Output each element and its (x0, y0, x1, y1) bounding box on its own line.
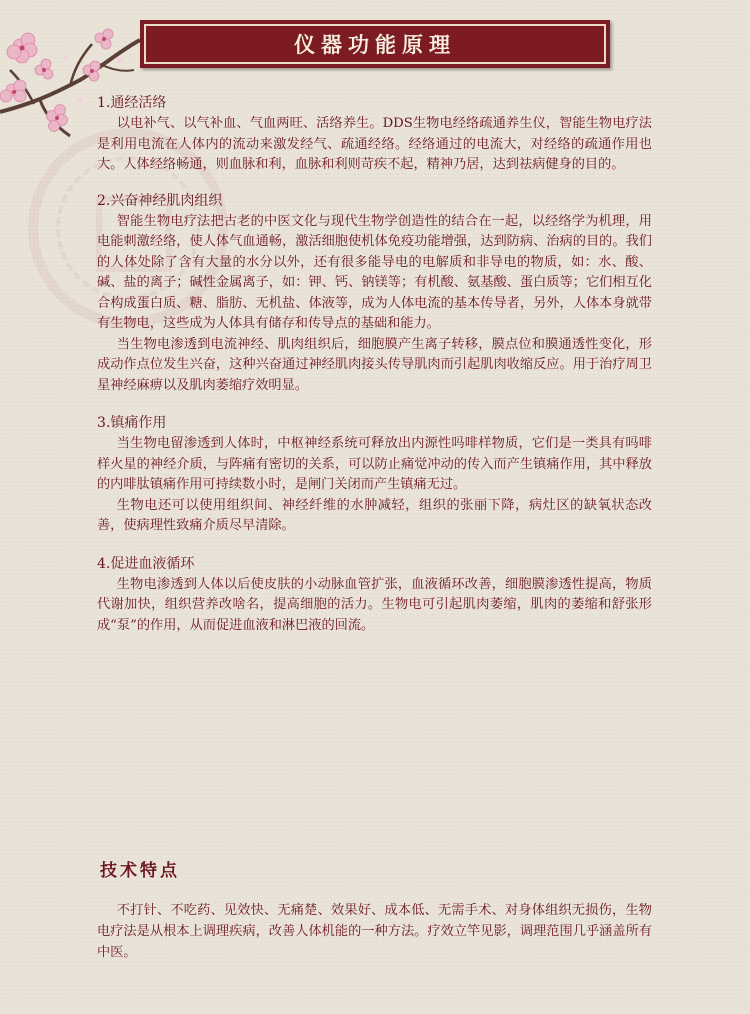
section-analgesic (97, 412, 652, 537)
tech-features-text: 不打针、不吃药、见效快、无痛楚、效果好、成本低、无需手术、对身体组织无损伤，生物电疗法是从根本上调理疾病，改善人体机能的一种方法。疗效立竿见影，调理范围几乎涵盖所有中医。 (97, 903, 652, 960)
section-paragraph: 智能生物电疗法把古老的中医文化与现代生物学创造性的结合在一起，以经络学为机理，用电能刺激经络，使人体气血通畅，激活细胞使机体免疫功能增强，达到防病、治病的目的。我们的人体处除了含有大量的水分以外，还有很多能导电的电解质和非导电的物质，如：水、酸、碱、盐的离子；碱性金属离子，如：钾、钙、钠镁等；有机酸、氨基酸、蛋白质等；它们相互化合构成蛋白质、糖、脂肪、无机盐、体液等，成为人体电流的基本传导者，另外，人体本身就带有生物电，这些成为人体具有储存和传导点的基础和能力。 (97, 213, 652, 331)
section-paragraph: 生物电还可以使用组织间、神经纤维的水肿减轻，组织的张丽下降，病灶区的缺氧状态改善，使病理性致痛介质尽早清除。 (97, 497, 652, 533)
section-title: 2.兴奋神经肌肉组织 (97, 192, 223, 209)
section-paragraph: 以电补气、以气补血、气血两旺、活络养生。DDS生物电经络疏通养生仪，智能生物电疗法是利用电流在人体内的流动来激发经气、疏通经络。经络通过的电流大，对经络的疏通作用也大。人体经络畅通，则血脉和利，血脉和利则苛疾不起，精神乃居，达到祛病健身的目的。 (97, 116, 652, 172)
section-paragraph: 生物电渗透到人体以后使皮肤的小动脉血管扩张，血液循环改善，细胞膜渗透性提高，物质代谢加快，组织营养改啥名，提高细胞的活力。生物电可引起肌肉萎缩，肌肉的萎缩和舒张形成“泵”的作用，从而促进血液和淋巴液的回流。 (97, 576, 652, 633)
section-paragraph: 当生物电留渗透到人体时，中枢神经系统可释放出内源性吗啡样物质，它们是一类具有吗啡样火星的神经介质，与阵痛有密切的关系，可以防止痛觉冲动的传入而产生镇痛作用，其中释放的内啡肽镇痛作用可持续数小时，是闸门关闭而产生镇痛无过。 (97, 436, 652, 492)
section-title: 1.通经活络 (97, 95, 167, 111)
main-content (97, 92, 652, 636)
title-banner (140, 20, 610, 68)
section-neuromuscular (97, 190, 652, 397)
section-title: 4.促进血液循环 (97, 555, 195, 572)
section-meridian (97, 92, 652, 176)
section-circulation (97, 553, 652, 637)
title-banner-frame (144, 24, 606, 64)
section-paragraph: 当生物电渗透到电流神经、肌肉组织后，细胞膜产生离子转移，膜点位和膜通透性变化，形成动作点位发生兴奋，这种兴奋通过神经肌肉接头传导肌肉而引起肌肉收缩反应。用于治疗周卫星神经麻痹以及肌肉萎缩疗效明显。 (97, 336, 652, 393)
tech-features-title: 技术特点 (100, 861, 180, 881)
page-title: 仪器功能原理 (294, 33, 456, 57)
section-title: 3.镇痛作用 (97, 415, 167, 431)
